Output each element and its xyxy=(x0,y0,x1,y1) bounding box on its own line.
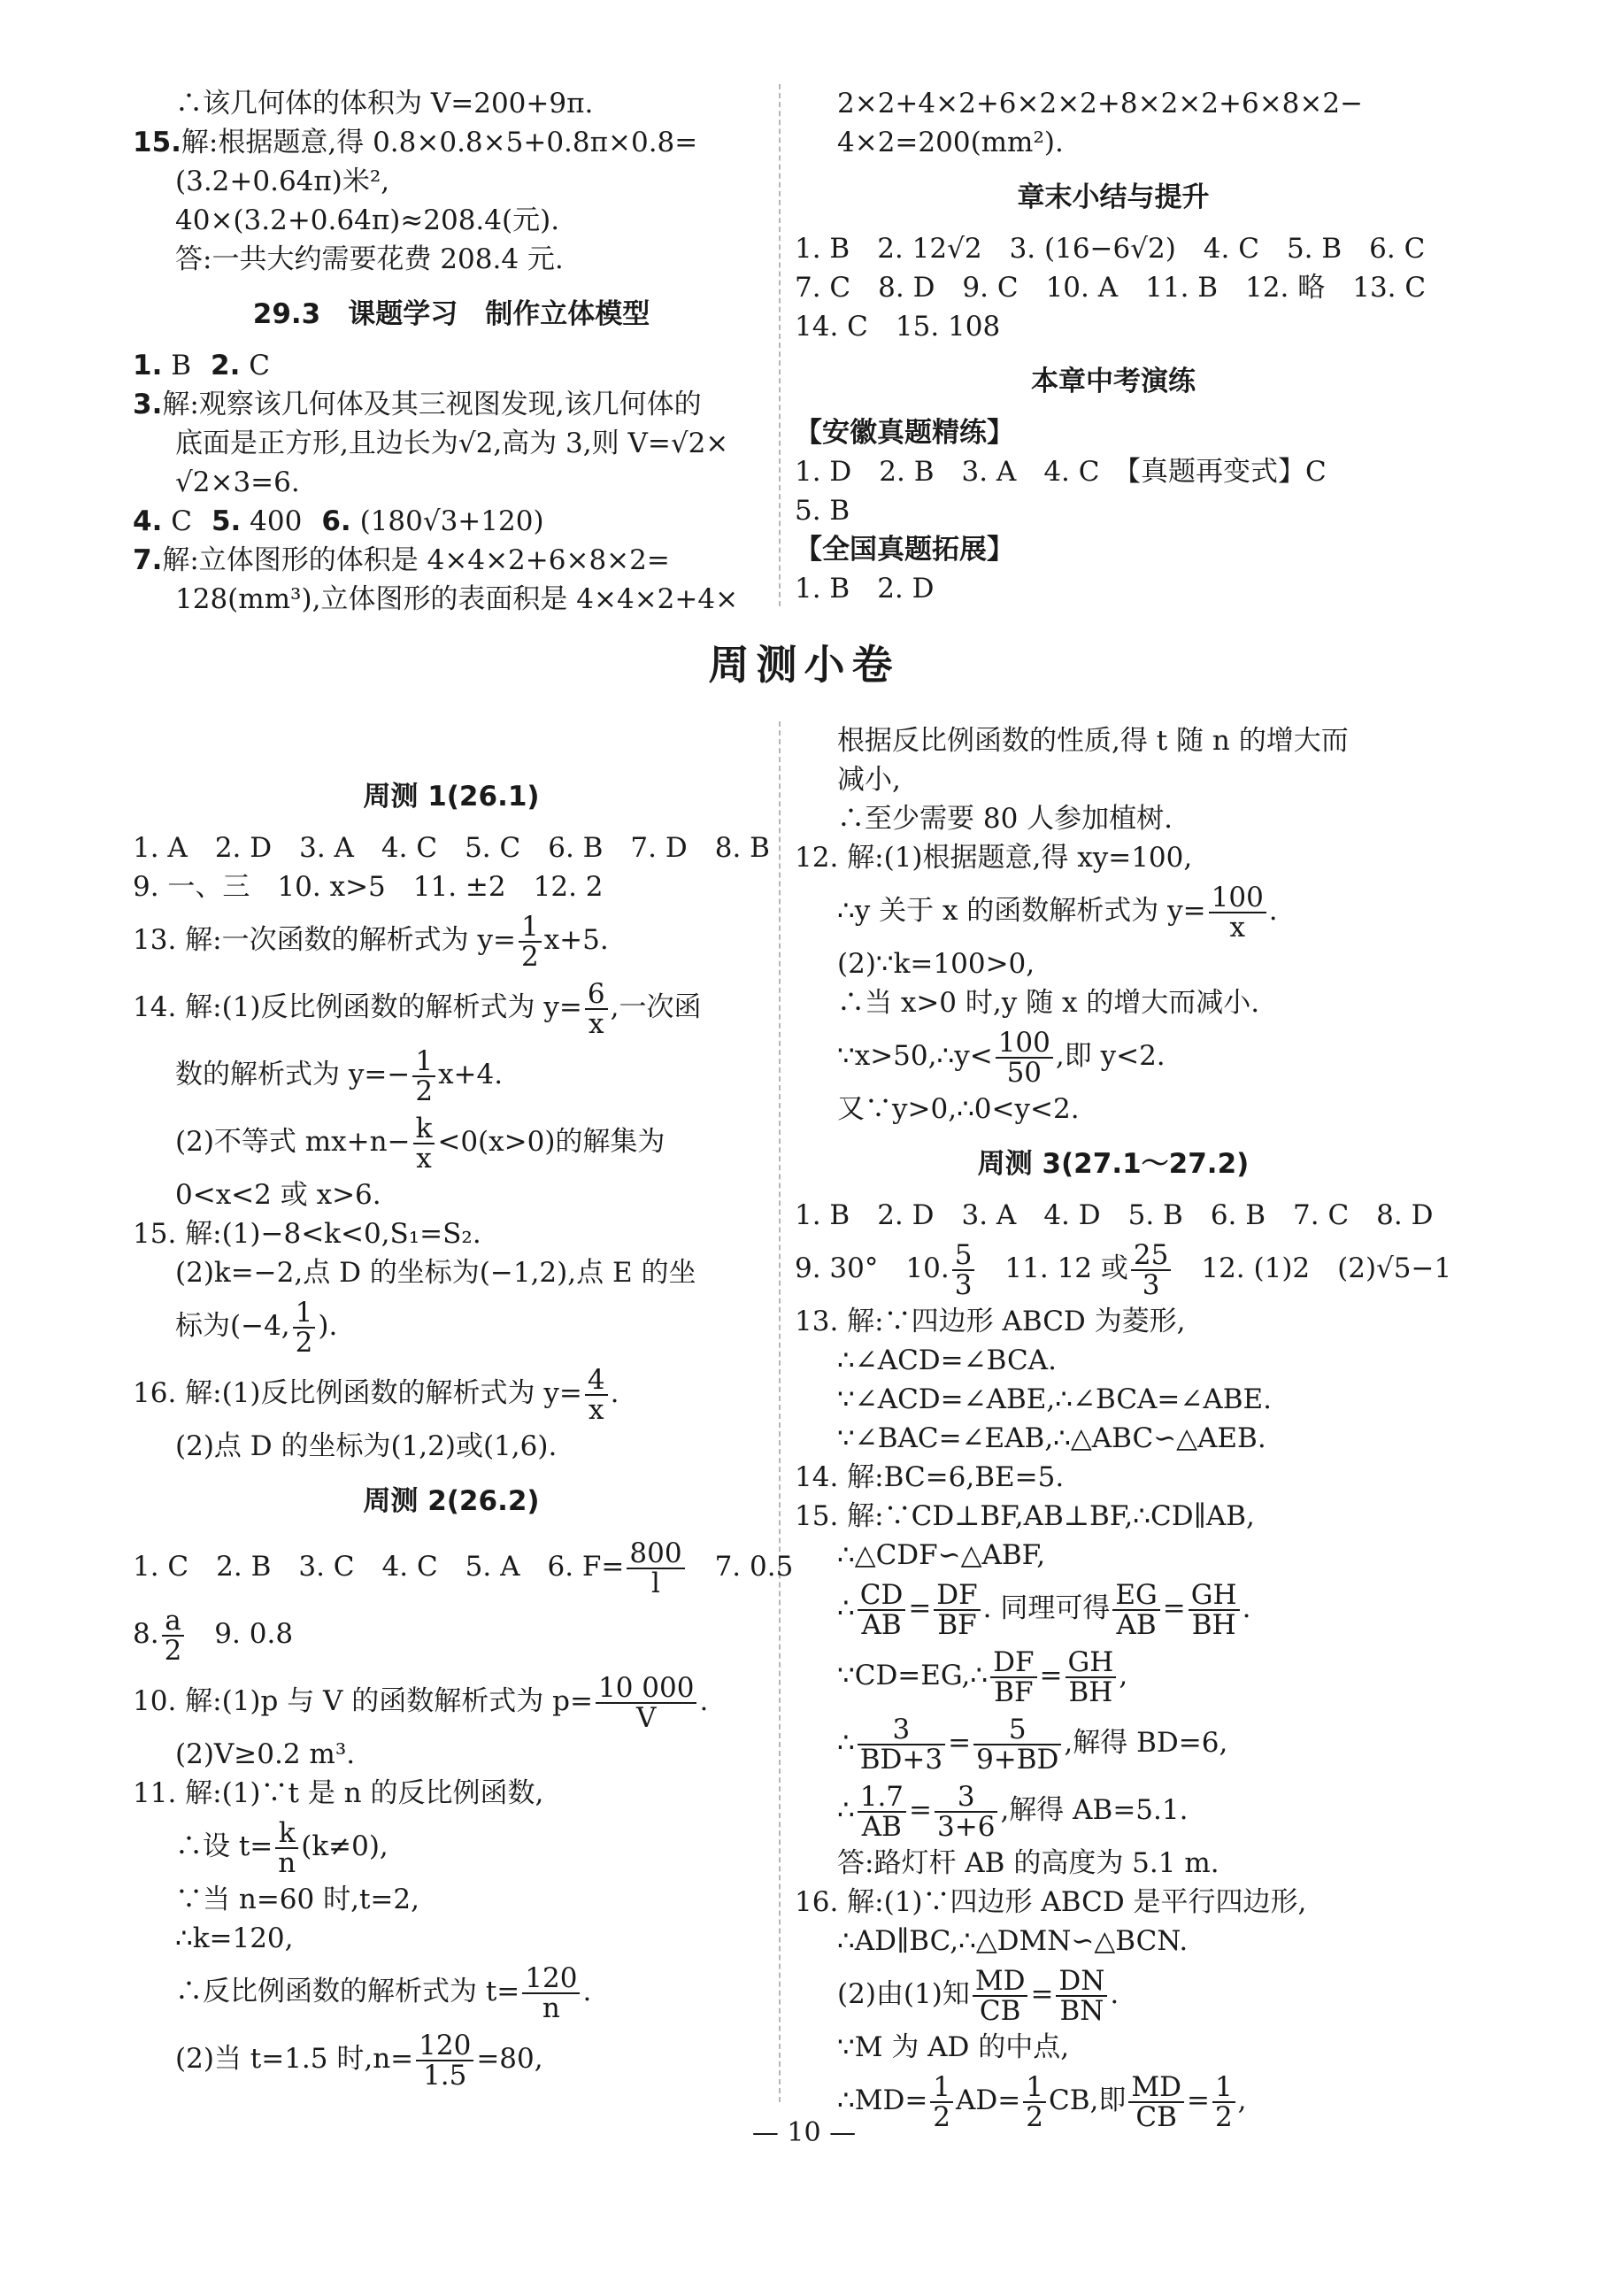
section-title: 周测小卷 xyxy=(708,641,900,689)
q7-continued-line1: 2×2+4×2+6×2×2+8×2×2+6×8×2− xyxy=(837,88,1364,119)
q16b: ∴AD∥BC,∴△DMN∽△BCN. xyxy=(837,1925,1189,1957)
fraction: $\frac{25}{3}$ xyxy=(1131,1241,1171,1299)
q12e: ∵x>50,∴y< xyxy=(837,1040,993,1072)
week1-q14a: 14. 解:(1)反比例函数的解析式为 y= xyxy=(133,991,582,1023)
q4-value: C xyxy=(171,505,192,537)
fraction: $\frac{5}{3}$ xyxy=(952,1241,975,1299)
heading-week3: 周测 3(27.1～27.2) xyxy=(977,1148,1250,1180)
q6-value: (180√3+120) xyxy=(359,505,544,537)
fraction: $\frac{800}{l}$ xyxy=(627,1539,684,1598)
q16c: (2)由(1)知 $\frac{MD}{CB}$ = $\frac{DN}{BN}$ . xyxy=(837,1964,1119,2027)
fraction: $\frac{120}{1.5}$ xyxy=(416,2031,473,2090)
week1-q14d: 0<x<2 或 x>6. xyxy=(175,1179,381,1211)
fraction: $\frac{6}{x}$ xyxy=(585,980,608,1038)
q11-continued-2: 减小, xyxy=(837,764,901,796)
q7-continued-line2: 4×2=200(mm²). xyxy=(837,127,1064,158)
page-number: — 10 — xyxy=(751,2117,857,2148)
q15b: ∴△CDF∽△ABF, xyxy=(837,1539,1046,1571)
q12d: ∴当 x>0 时,y 随 x 的增大而减小. xyxy=(837,987,1260,1019)
week1-q16b: (2)点 D 的坐标为(1,2)或(1,6). xyxy=(175,1430,558,1462)
week1-answers-row2: 9. 一、三 10. x>5 11. ±2 12. 2 xyxy=(133,871,604,903)
top-left-column xyxy=(133,84,770,619)
fraction: $\frac{a}{2}$ xyxy=(162,1606,185,1665)
fraction: $\frac{100}{x}$ xyxy=(1209,883,1266,942)
q15e: ∴ $\frac{3}{BD+3}$ = $\frac{5}{9+BD}$ ,解得 BD=6, xyxy=(837,1713,1228,1776)
column-divider-top xyxy=(779,84,781,606)
heading-exam-practice: 本章中考演练 xyxy=(1031,366,1196,397)
fraction: $\frac{1}{2}$ xyxy=(519,913,542,971)
q15g: 答:路灯杆 AB 的高度为 5.1 m. xyxy=(837,1847,1219,1879)
week2-q11f: (2)当 t=1.5 时,n= xyxy=(175,2043,414,2075)
q3-line1: 解:观察该几何体及其三视图发现,该几何体的 xyxy=(162,389,702,420)
week1-q13: 13. 解:一次函数的解析式为 y= xyxy=(133,924,516,956)
q15c: ∴ $\frac{CD}{AB}$ = $\frac{DF}{BF}$ . 同理可得 $\frac{EG}{AB}$ = $\frac{GH}{BH}$ . xyxy=(837,1578,1251,1641)
q12a: 12. 解:(1)根据题意,得 xy=100, xyxy=(795,842,1193,874)
ans-1-value: B xyxy=(171,350,191,381)
q5-value: 400 xyxy=(250,505,303,537)
ans-2-label: 2. xyxy=(211,350,241,381)
q11-continued-3: ∴至少需要 80 人参加植树. xyxy=(837,803,1173,835)
week1-q15b: (2)k=−2,点 D 的坐标为(−1,2),点 E 的坐 xyxy=(175,1257,696,1289)
volume-conclusion: ∴该几何体的体积为 V=200+9π. xyxy=(175,88,594,119)
ans-1-label: 1. xyxy=(133,350,163,381)
fraction: $\frac{k}{x}$ xyxy=(413,1114,435,1173)
fraction: $\frac{120}{n}$ xyxy=(522,1964,580,2022)
week1-answers-row1: 1. A 2. D 3. A 4. C 5. C 6. B 7. D 8. B xyxy=(133,832,770,864)
week2-q10b: (2)V≥0.2 m³. xyxy=(175,1738,356,1770)
q12c: (2)∵k=100>0, xyxy=(837,948,1035,980)
q13a: 13. 解:∵四边形 ABCD 为菱形, xyxy=(795,1306,1186,1337)
week2-q10a: 10. 解:(1)p 与 V 的函数解析式为 p= xyxy=(133,1685,593,1717)
bottom-left-column: 周测 1(26.1) 1. A 2. D 3. A 4. C 5. C 6. B 7. D 8. B 9. 一、三 10. x>5 11. ±2 12. 2 13. 解:一次函数的解析式为 y= $\frac{1}{2}$ x+5. 14. 解:(1)反比例函数的解析式为 y= $\frac{6}{x}$ ,一次函 数的解析式为 y=− $\frac{1}{2}$ x+4. (2)不等式 mx+n− $\frac{k}{x}$ <0(x>0)的解集为 0<x<2 或 x>6. 15. 解:(1)−8<k<0,S₁=S₂. (2)k=−2,点 D 的坐标为(−1,2),点 E 的坐 标为(−4, $\frac{1}{2}$ ). 16. 解:(1)反比例函数的解析式为 y= $\frac{4}{x}$ . (2)点 D 的坐标为(1,2)或(1,6). 周测 2(26.2) 1. C 2. B 3. C 4. C 5. A 6. F= $\frac{800}{l}$ 7. 0.5 8. $\frac{a}{2}$ 9. 0.8 10. 解:(1)p 与 V 的函数解析式为 p= $\frac{10 000}{V}$ . (2)V≥0.2 m³. 11. 解:(1)∵t 是 n 的反比例函数, ∴设 t= $\frac{k}{n}$ (k≠0), ∵当 n=60 时,t=2, ∴k=120, ∴反比例函数的解析式为 t= $\frac{120}{n}$ . (2)当 t=1.5 时,n= $\frac{120}{1.5}$ =80, xyxy=(133,761,770,2092)
q15-line2: (3.2+0.64π)米², xyxy=(175,166,390,197)
q16e: ∴MD= $\frac{1}{2}$ AD= $\frac{1}{2}$ CB,即 $\frac{MD}{CB}$ = $\frac{1}{2}$ , xyxy=(837,2070,1247,2133)
q15-line3: 40×(3.2+0.64π)≈208.4(元). xyxy=(175,204,560,236)
q16a: 16. 解:(1)∵四边形 ABCD 是平行四边形, xyxy=(795,1886,1307,1918)
heading-29-3: 29.3 课题学习 制作立体模型 xyxy=(252,298,650,330)
bottom-right-column: 根据反比例函数的性质,得 t 随 n 的增大而 减小, ∴至少需要 80 人参加植树. 12. 解:(1)根据题意,得 xy=100, ∴y 关于 x 的函数解析式为 y= $\frac{100}{x}$ . (2)∵k=100>0, ∴当 x>0 时,y 随 x 的增大而减小. ∵x>50,∴y< $\frac{100}{50}$ ,即 y<2. 又∵y>0,∴0<y<2. 周测 3(27.1～27.2) 1. B 2. D 3. A 4. D 5. B 6. B 7. C 8. D 9. 30° 10. $\frac{5}{3}$ 11. 12 或 $\frac{25}{3}$ 12. (1)2 (2)√5−1 13. 解:∵四边形 ABCD 为菱形, ∴∠ACD=∠BCA. ∵∠ACD=∠ABE,∴∠BCA=∠ABE. ∵∠BAC=∠EAB,∴△ABC∽△AEB. 14. 解:BC=6,BE=5. 15. 解:∵CD⊥BF,AB⊥BF,∴CD∥AB, ∴△CDF∽△ABF, ∴ $\frac{CD}{AB}$ = $\frac{DF}{BF}$ . 同理可得 $\frac{EG}{AB}$ = $\frac{GH}{BH}$ . ∵CD=EG,∴ $\frac{DF}{BF}$ = $\frac{GH}{BH}$ , ∴ $\frac{3}{BD+3}$ = $\frac{5}{9+BD}$ ,解得 BD=6, ∴ $\frac{1.7}{AB}$ = $\frac{3}{3+6}$ ,解得 AB=5.1. 答:路灯杆 AB 的高度为 5.1 m. 16. 解:(1)∵四边形 ABCD 是平行四边形, ∴AD∥BC,∴△DMN∽△BCN. (2)由(1)知 $\frac{MD}{CB}$ = $\frac{DN}{BN}$ . ∵M 为 AD 的中点, ∴MD= $\frac{1}{2}$ AD= $\frac{1}{2}$ CB,即 $\frac{MD}{CB}$ = $\frac{1}{2}$ , xyxy=(795,721,1432,2134)
q7-line2: 128(mm³),立体图形的表面积是 4×4×2+4× xyxy=(175,583,739,615)
heading-chapter-summary: 章末小结与提升 xyxy=(1017,181,1210,213)
q15-line4: 答:一共大约需要花费 208.4 元. xyxy=(175,243,564,275)
summary-answers-row2: 7. C 8. D 9. C 10. A 11. B 12. 略 13. C xyxy=(795,272,1427,304)
anhui-answers-2: 5. B xyxy=(795,495,850,527)
week1-q14c: (2)不等式 mx+n− xyxy=(175,1126,411,1158)
fraction: $\frac{4}{x}$ xyxy=(585,1366,608,1424)
week2-q11c: ∵当 n=60 时,t=2, xyxy=(175,1884,419,1915)
column-divider-bottom xyxy=(779,721,781,2102)
summary-answers-row1: 1. B 2. 12√2 3. (16−6√2) 4. C 5. B 6. C xyxy=(795,233,1426,265)
q15f: ∴ $\frac{1.7}{AB}$ = $\frac{3}{3+6}$ ,解得 AB=5.1. xyxy=(837,1780,1189,1843)
q6-label: 6. xyxy=(321,505,351,537)
fraction: $\frac{k}{n}$ xyxy=(275,1819,298,1877)
q15a: 15. 解:∵CD⊥BF,AB⊥BF,∴CD∥AB, xyxy=(795,1500,1255,1532)
anhui-answers: 1. D 2. B 3. A 4. C 【真题再变式】C xyxy=(795,456,1327,488)
q13b: ∴∠ACD=∠BCA. xyxy=(837,1344,1057,1376)
q16d: ∵M 为 AD 的中点, xyxy=(837,2031,1070,2063)
anhui-label: 【安徽真题精练】 xyxy=(795,417,1014,449)
q5-label: 5. xyxy=(211,505,242,537)
summary-answers-row3: 14. C 15. 108 xyxy=(795,311,1001,343)
fraction: $\frac{10 000}{V}$ xyxy=(596,1674,696,1732)
week1-q16a: 16. 解:(1)反比例函数的解析式为 y= xyxy=(133,1377,582,1409)
week2-q11a: 11. 解:(1)∵t 是 n 的反比例函数, xyxy=(133,1777,544,1809)
fraction: $\frac{1}{2}$ xyxy=(293,1298,316,1357)
heading-week1: 周测 1(26.1) xyxy=(363,781,540,813)
q15-line1: 解:根据题意,得 0.8×0.8×5+0.8π×0.8= xyxy=(181,127,698,158)
week2-answers-row1: 1. C 2. B 3. C 4. C 5. A 6. F= xyxy=(133,1551,625,1583)
q7-label: 7. xyxy=(133,544,163,576)
week2-answers-row2: 8. xyxy=(133,1618,159,1650)
week1-q14b: 数的解析式为 y=− xyxy=(175,1059,411,1090)
q3-line3: √2×3=6. xyxy=(175,466,300,498)
national-label: 【全国真题拓展】 xyxy=(795,534,1014,566)
top-right-column xyxy=(795,84,1432,608)
ans-2-value: C xyxy=(249,350,270,381)
week1-q15c: 标为(−4, xyxy=(175,1310,290,1342)
week2-q11b: ∴设 t= xyxy=(175,1830,273,1862)
q3-label: 3. xyxy=(133,389,163,420)
q15-label: 15. xyxy=(133,127,181,158)
heading-week2: 周测 2(26.2) xyxy=(363,1485,540,1517)
q13c: ∵∠ACD=∠ABE,∴∠BCA=∠ABE. xyxy=(837,1383,1273,1415)
week3-answers-row2: 9. 30° 10. xyxy=(795,1252,950,1284)
fraction: $\frac{100}{50}$ xyxy=(996,1029,1053,1087)
q13d: ∵∠BAC=∠EAB,∴△ABC∽△AEB. xyxy=(837,1422,1266,1454)
q14: 14. 解:BC=6,BE=5. xyxy=(795,1461,1065,1493)
week2-q11e: ∴反比例函数的解析式为 t= xyxy=(175,1976,520,2007)
week1-q15a: 15. 解:(1)−8<k<0,S₁=S₂. xyxy=(133,1218,481,1250)
q7-line1: 解:立体图形的体积是 4×4×2+6×8×2= xyxy=(162,544,670,576)
q12b: ∴y 关于 x 的函数解析式为 y= xyxy=(837,895,1206,927)
national-answers: 1. B 2. D xyxy=(795,573,935,605)
week3-answers-row1: 1. B 2. D 3. A 4. D 5. B 6. B 7. C 8. D xyxy=(795,1199,1434,1231)
q12f: 又∵y>0,∴0<y<2. xyxy=(837,1093,1080,1125)
q11-continued-1: 根据反比例函数的性质,得 t 随 n 的增大而 xyxy=(837,725,1349,757)
q15d: ∵CD=EG,∴ $\frac{DF}{BF}$ = $\frac{GH}{BH}$ , xyxy=(837,1645,1128,1708)
week2-q11d: ∴k=120, xyxy=(175,1922,294,1954)
q3-line2: 底面是正方形,且边长为√2,高为 3,则 V=√2× xyxy=(175,428,729,459)
q4-label: 4. xyxy=(133,505,163,537)
fraction: $\frac{1}{2}$ xyxy=(412,1047,435,1106)
